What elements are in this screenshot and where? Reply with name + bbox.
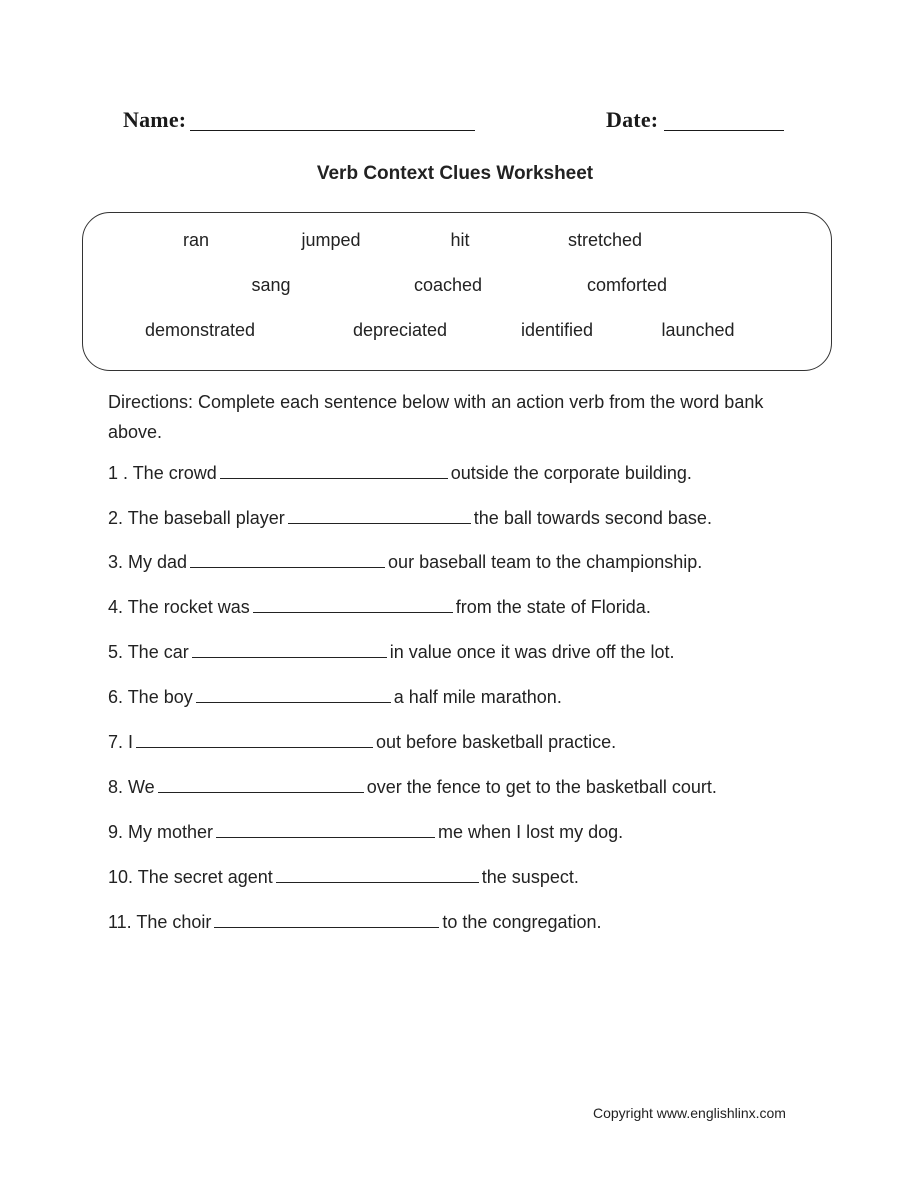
- sentence-prefix: 10. The secret agent: [108, 867, 273, 887]
- answer-blank[interactable]: [276, 868, 479, 883]
- sentence-suffix: the suspect.: [481, 867, 579, 887]
- sentence-prefix: 11. The choir: [108, 912, 212, 932]
- name-blank-line[interactable]: [190, 130, 475, 131]
- answer-blank[interactable]: [190, 553, 385, 568]
- sentence-suffix: to the congregation.: [442, 912, 602, 932]
- answer-blank[interactable]: [253, 598, 453, 613]
- name-label: Name:: [123, 107, 187, 132]
- sentence-suffix: me when I lost my dog.: [438, 822, 624, 842]
- word-bank-item: hit: [450, 230, 470, 250]
- sentence-10: [108, 867, 579, 888]
- answer-blank[interactable]: [288, 509, 471, 524]
- sentence-prefix: 6. The boy: [108, 687, 193, 707]
- word-bank-item: identified: [520, 320, 594, 340]
- sentence-prefix: 1 . The crowd: [108, 463, 217, 483]
- sentence-prefix: 8. We: [108, 777, 155, 797]
- sentence-suffix: our baseball team to the championship.: [388, 552, 703, 572]
- sentence-4: [108, 597, 651, 618]
- answer-blank[interactable]: [158, 778, 364, 793]
- sentence-8: [108, 777, 717, 798]
- answer-blank[interactable]: [196, 688, 391, 703]
- date-label: Date:: [606, 107, 659, 132]
- word-bank-item: depreciated: [352, 320, 448, 340]
- sentence-suffix: out before basketball practice.: [376, 732, 617, 752]
- sentence-9: [108, 822, 623, 843]
- word-bank-item: comforted: [586, 275, 668, 295]
- sentence-7: [108, 732, 616, 753]
- sentence-prefix: 4. The rocket was: [108, 597, 250, 617]
- sentence-suffix: a half mile marathon.: [393, 687, 562, 707]
- sentence-6: [108, 687, 562, 708]
- directions-text: Directions: Complete each sentence below with an action verb from the word bank above.: [108, 392, 764, 442]
- answer-blank[interactable]: [214, 913, 439, 928]
- word-bank-item: launched: [661, 320, 735, 340]
- sentence-prefix: 2. The baseball player: [108, 508, 285, 528]
- sentence-5: [108, 642, 675, 663]
- word-bank-item: jumped: [301, 230, 361, 250]
- copyright-text: Copyright www.englishlinx.com: [593, 1105, 786, 1121]
- sentence-prefix: 9. My mother: [108, 822, 214, 842]
- word-bank-item: ran: [182, 230, 210, 250]
- word-bank-item: demonstrated: [144, 320, 256, 340]
- sentence-suffix: from the state of Florida.: [455, 597, 651, 617]
- sentence-3: [108, 552, 702, 573]
- sentence-prefix: 7. I: [108, 732, 134, 752]
- answer-blank[interactable]: [216, 823, 435, 838]
- answer-blank[interactable]: [192, 643, 387, 658]
- word-bank-item: coached: [413, 275, 483, 295]
- date-blank-line[interactable]: [664, 130, 784, 131]
- sentence-11: [108, 912, 602, 933]
- word-bank-box: [82, 212, 832, 371]
- sentence-suffix: outside the corporate building.: [450, 463, 692, 483]
- answer-blank[interactable]: [220, 464, 448, 479]
- sentence-suffix: in value once it was drive off the lot.: [389, 642, 675, 662]
- worksheet-title: Verb Context Clues Worksheet: [316, 163, 594, 184]
- sentence-2: [108, 508, 712, 529]
- answer-blank[interactable]: [136, 733, 373, 748]
- sentence-suffix: over the fence to get to the basketball court.: [366, 777, 717, 797]
- word-bank-item: stretched: [567, 230, 643, 250]
- word-bank-item: sang: [251, 275, 291, 295]
- sentence-prefix: 5. The car: [108, 642, 189, 662]
- sentence-suffix: the ball towards second base.: [473, 508, 712, 528]
- sentence-prefix: 3. My dad: [108, 552, 188, 572]
- sentence-1: [108, 463, 692, 484]
